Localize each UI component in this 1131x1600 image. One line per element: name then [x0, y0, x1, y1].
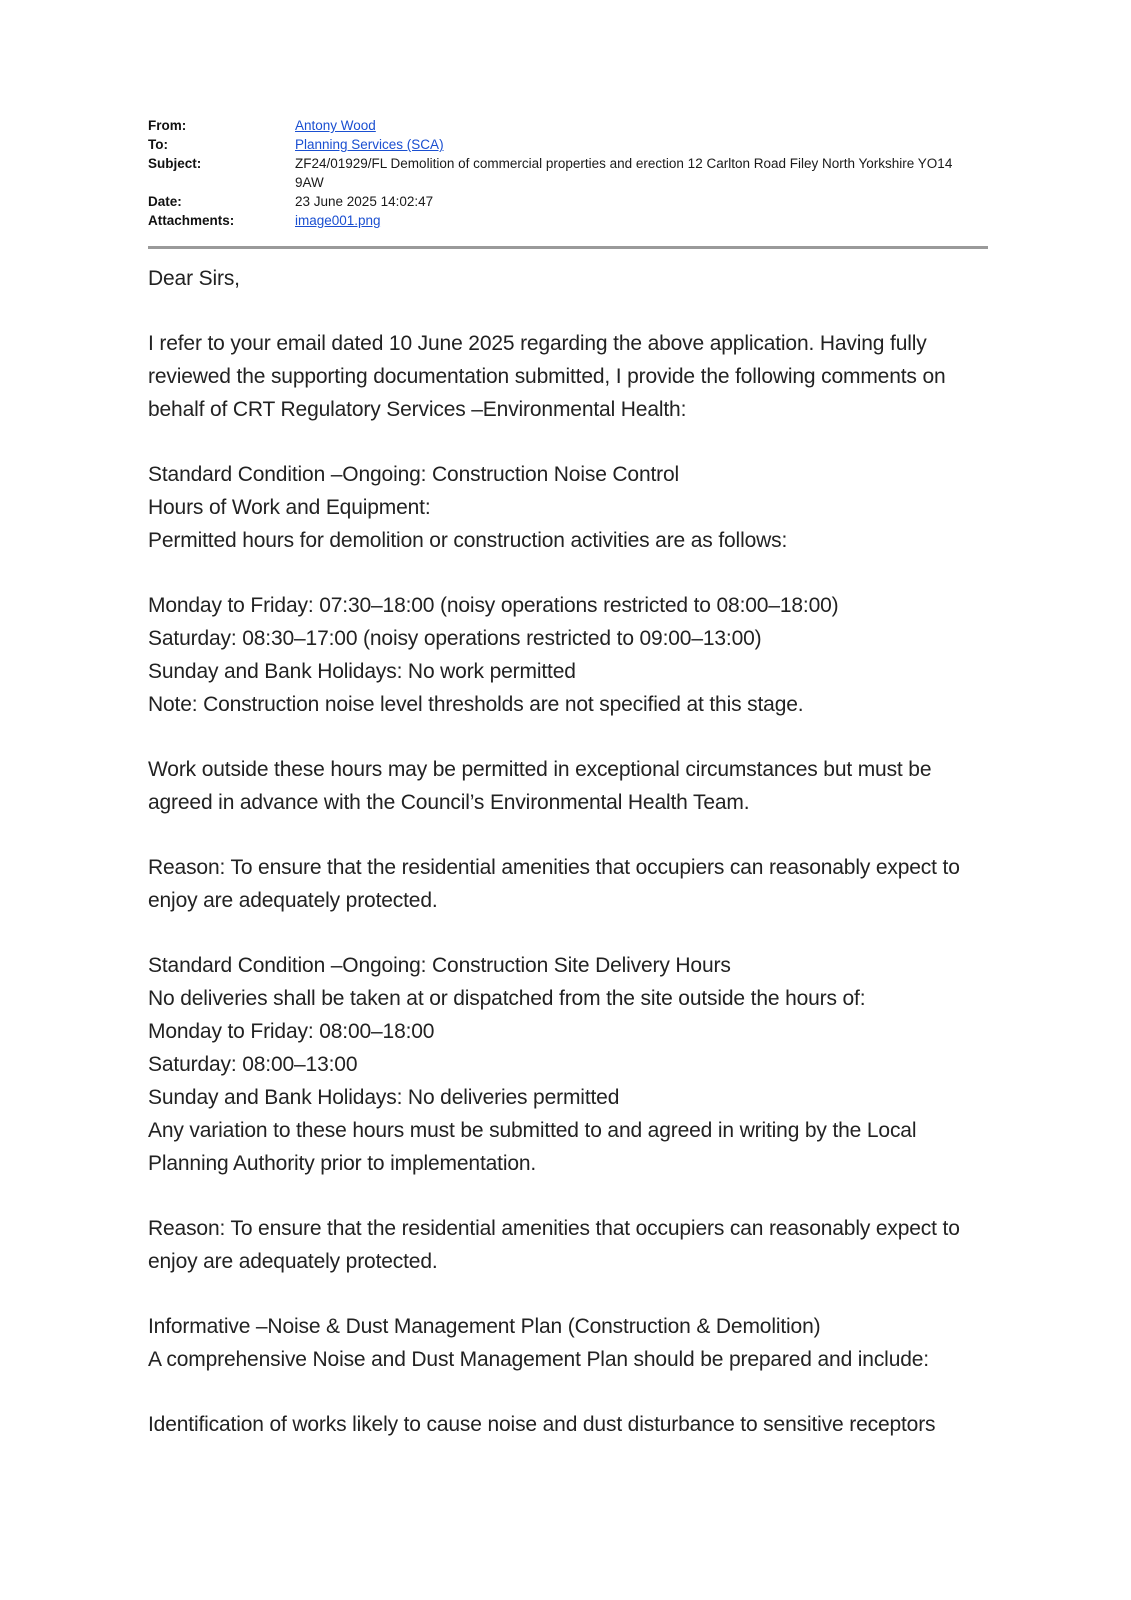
date-value: 23 June 2025 14:02:47: [295, 194, 434, 209]
noise-condition-lead: Permitted hours for demolition or construction activities are as follows:: [148, 529, 788, 552]
noise-condition-subtitle: Hours of Work and Equipment:: [148, 496, 431, 519]
greeting: Dear Sirs,: [148, 267, 240, 290]
noise-weekday-hours: Monday to Friday: 07:30–18:00 (noisy operations restricted to 08:00–18:00): [148, 594, 839, 617]
subject-row: [148, 154, 968, 192]
noise-sunday-hours: Sunday and Bank Holidays: No work permitted: [148, 660, 576, 683]
delivery-condition-lead: No deliveries shall be taken at or dispatched from the site outside the hours of:: [148, 987, 866, 1010]
to-link[interactable]: Planning Services (SCA): [295, 137, 444, 152]
email-body: [148, 262, 998, 1441]
informative-item: Identification of works likely to cause noise and dust disturbance to sensitive receptors: [148, 1413, 936, 1436]
attachments-label: Attachments:: [148, 213, 235, 228]
noise-condition-title: Standard Condition –Ongoing: Construction Noise Control: [148, 463, 680, 486]
from-link[interactable]: Antony Wood: [295, 118, 376, 133]
email-header: [148, 116, 968, 230]
from-label: From:: [148, 118, 187, 133]
delivery-sunday-hours: Sunday and Bank Holidays: No deliveries permitted: [148, 1086, 620, 1109]
delivery-weekday-hours: Monday to Friday: 08:00–18:00: [148, 1020, 435, 1043]
date-row: [148, 192, 968, 211]
attachments-row: [148, 211, 968, 230]
delivery-reason: Reason: To ensure that the residential amenities that occupiers can reasonably expect to enjoy are adequately protected.: [148, 1217, 960, 1273]
informative-lead: A comprehensive Noise and Dust Management Plan should be prepared and include:: [148, 1348, 929, 1371]
subject-label: Subject:: [148, 156, 202, 171]
delivery-variation: Any variation to these hours must be submitted to and agreed in writing by the Local Planning Authority prior to implementation.: [148, 1119, 917, 1175]
subject-value: ZF24/01929/FL Demolition of commercial properties and erection 12 Carlton Road Filey North Yorkshire YO14 9AW: [295, 156, 953, 190]
intro-paragraph: I refer to your email dated 10 June 2025 regarding the above application. Having fully reviewed the supporting documentation submitted, I provide the following comments on behalf of CRT Regulatory Services –Environmental Health:: [148, 332, 946, 421]
informative-title: Informative –Noise & Dust Management Plan (Construction & Demolition): [148, 1315, 821, 1338]
header-divider: [148, 246, 988, 249]
noise-reason: Reason: To ensure that the residential amenities that occupiers can reasonably expect to enjoy are adequately protected.: [148, 856, 960, 912]
attachment-link[interactable]: image001.png: [295, 213, 381, 228]
date-label: Date:: [148, 194, 182, 209]
noise-exception: Work outside these hours may be permitted in exceptional circumstances but must be agreed in advance with the Council’s Environmental Health Team.: [148, 758, 932, 814]
to-row: [148, 135, 968, 154]
delivery-condition-title: Standard Condition –Ongoing: Construction Site Delivery Hours: [148, 954, 731, 977]
noise-note: Note: Construction noise level thresholds are not specified at this stage.: [148, 693, 804, 716]
to-label: To:: [148, 137, 168, 152]
from-row: [148, 116, 968, 135]
delivery-saturday-hours: Saturday: 08:00–13:00: [148, 1053, 358, 1076]
noise-saturday-hours: Saturday: 08:30–17:00 (noisy operations restricted to 09:00–13:00): [148, 627, 762, 650]
